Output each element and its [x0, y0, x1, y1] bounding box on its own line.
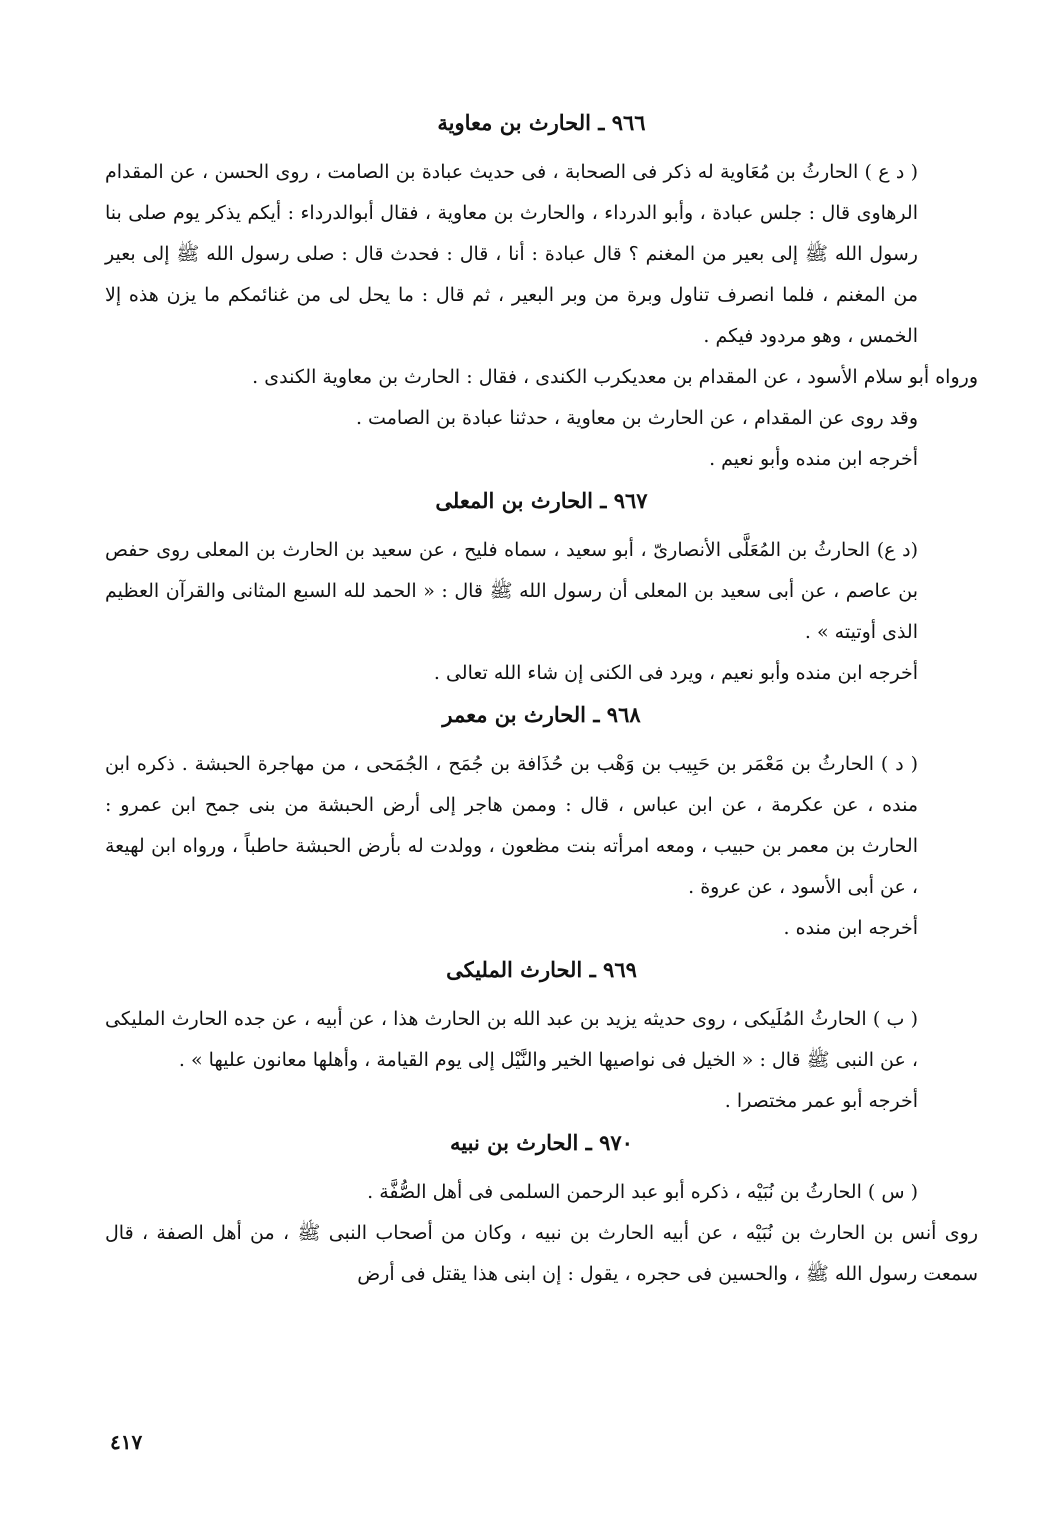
- entry-paragraph: ( د ) الحارثُ بن مَعْمَر بن حَبِيب بن وَهْب بن حُذَافة بن جُمَح ، الجُمَحى ، من مهاجرة الحبشة . ذكره ابن منده ، عن عكرمة ، عن ابن عباس ، قال : وممن هاجر إلى أرض الحبشة من بنى جمح ابن عمرو : الحارث بن معمر بن حبيب ، ومعه امرأته بنت مظعون ، وولدت له بأرض الحبشة حاطباً ، ورواه ابن لهيعة ، عن أبى الأسود ، عن عروة .: [105, 753, 918, 898]
- page-number: ٤١٧: [110, 1430, 143, 1454]
- entry-title: ٩٦٨ ـ الحارث بن معمر: [442, 702, 641, 727]
- entry-paragraph: (د ع) الحارثُ بن المُعَلَّى الأنصارىّ ، أبو سعيد ، سماه فليح ، عن سعيد بن الحارث بن المعلى روى حفص بن عاصم ، عن أبى سعيد بن المعلى أن رسول الله ﷺ قال : « الحمد لله السبع المثانى والقرآن العظيم الذى أوتيته » .: [105, 539, 918, 643]
- entry-paragraph: ( س ) الحارثُ بن نُبَيْه ، ذكره أبو عبد الرحمن السلمى فى أهل الصُّفَّة .: [367, 1181, 918, 1203]
- entry-966: [105, 108, 978, 480]
- entry-paragraph: ( ب ) الحارثُ المُلَيكى ، روى حديثه يزيد بن عبد الله بن الحارث هذا ، عن أبيه ، عن جده الحارث المليكى ، عن النبى ﷺ قال : « الخيل فى نواصيها الخير والنَّيْل إلى يوم القيامة ، وأهلها معانون عليها » .: [105, 1008, 918, 1071]
- entry-title: ٩٦٩ ـ الحارث المليكى: [446, 957, 637, 982]
- entry-paragraph: ( د ع ) الحارثُ بن مُعَاوية له ذكر فى الصحابة ، فى حديث عبادة بن الصامت ، روى الحسن ، عن المقدام الرهاوى قال : جلس عبادة ، وأبو الدرداء ، والحارث بن معاوية ، فقال أبوالدرداء : أيكم يذكر يوم صلى بنا رسول الله ﷺ إلى بعير من المغنم ؟ قال عبادة : أنا ، قال : فحدث قال : صلى رسول الله ﷺ إلى بعير من المغنم ، فلما انصرف تناول وبرة من وبر البعير ، ثم قال : ما يحل لى من غنائمكم ما يزن هذه إلا الخمس ، وهو مردود فيكم .: [105, 161, 918, 347]
- entry-969: [105, 955, 978, 1122]
- entry-paragraph: أخرجه ابن منده وأبو نعيم ، ويرد فى الكنى إن شاء الله تعالى .: [433, 662, 918, 684]
- entry-title: ٩٦٦ ـ الحارث بن معاوية: [437, 110, 646, 135]
- entry-title: ٩٧٠ ـ الحارث بن نبيه: [450, 1130, 633, 1155]
- entry-paragraph: أخرجه أبو عمر مختصرا .: [724, 1090, 918, 1112]
- entry-paragraph: وقد روى عن المقدام ، عن الحارث بن معاوية ، حدثنا عبادة بن الصامت .: [355, 407, 918, 429]
- entry-paragraph: روى أنس بن الحارث بن نُبَيْه ، عن أبيه الحارث بن نبيه ، وكان من أصحاب النبى ﷺ ، من أهل الصفة ، قال سمعت رسول الله ﷺ ، والحسين فى حجره ، يقول : إن ابنى هذا يقتل فى أرض: [105, 1222, 978, 1285]
- entry-paragraph: أخرجه ابن منده .: [783, 917, 918, 939]
- entry-title: ٩٦٧ ـ الحارث بن المعلى: [435, 488, 648, 513]
- entry-968: [105, 700, 978, 949]
- entry-967: [105, 486, 978, 694]
- entry-paragraph: أخرجه ابن منده وأبو نعيم .: [709, 448, 918, 470]
- entry-970: [105, 1128, 978, 1295]
- entry-paragraph: ورواه أبو سلام الأسود ، عن المقدام بن معديكرب الكندى ، فقال : الحارث بن معاوية الكندى .: [252, 366, 978, 388]
